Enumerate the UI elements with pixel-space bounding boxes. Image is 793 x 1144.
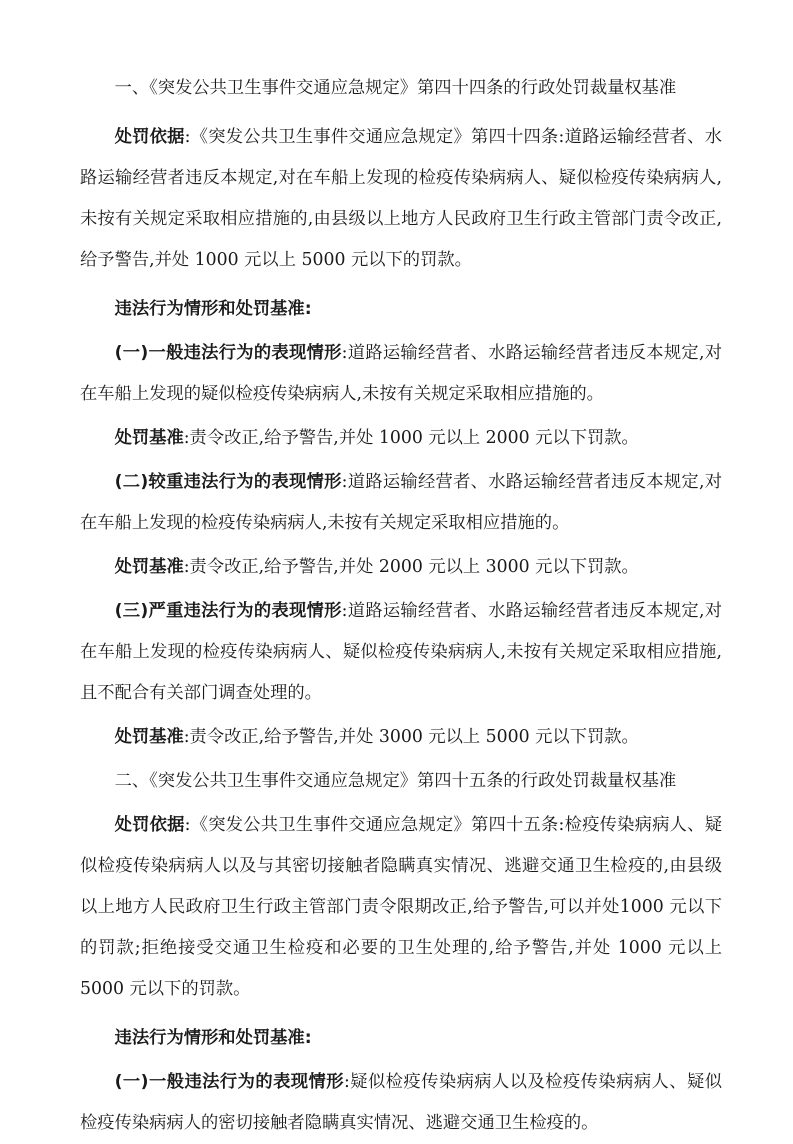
penalty-label: 处罚基准 <box>114 557 184 577</box>
section-1-basis <box>80 117 722 281</box>
general-text: :道路运输经营者、水路运输经营者违反本规定,对在车船上发现的疑似检疫传染病病人,未按有关规定采取相应措施的。 <box>80 343 722 404</box>
severe-text: :道路运输经营者、水路运输经营者违反本规定,对在车船上发现的检疫传染病病人、疑似检疫传染病病人,未按有关规定采取相应措施,且不配合有关部门调查处理的。 <box>80 601 722 703</box>
section-1-general <box>80 333 722 415</box>
penalty-text: :责令改正,给予警告,并处 3000 元以上 5000 元以下罚款。 <box>183 727 639 747</box>
penalty-text: :责令改正,给予警告,并处 1000 元以上 2000 元以下罚款。 <box>183 428 639 448</box>
section-2-situations-heading: 违法行为情形和处罚基准: <box>114 1028 312 1048</box>
basis-label: 处罚依据 <box>114 815 185 835</box>
section-1-situations-heading: 违法行为情形和处罚基准: <box>114 299 312 319</box>
basis-text: :《突发公共卫生事件交通应急规定》第四十四条:道路运输经营者、水路运输经营者违反本规定,对在车船上发现的检疫传染病病人、疑似检疫传染病病人,未按有关规定采取相应措施的,由县级以上地方人民政府卫生行政主管部门责令改正,给予警告,并处 1000 元以上 5000 元以下的罚款。 <box>80 127 722 270</box>
general-label: (一)一般违法行为的表现情形 <box>114 343 342 363</box>
general-label: (一)一般违法行为的表现情形 <box>114 1072 344 1092</box>
section-2-basis <box>80 805 722 1010</box>
section-1-serious <box>80 462 722 544</box>
penalty-label: 处罚基准 <box>114 428 184 448</box>
section-2-heading: 二、《突发公共卫生事件交通应急规定》第四十五条的行政处罚裁量权基准 <box>114 771 677 791</box>
penalty-label: 处罚基准 <box>114 727 184 747</box>
section-1-heading: 一、《突发公共卫生事件交通应急规定》第四十四条的行政处罚裁量权基准 <box>114 78 677 98</box>
section-1-severe-penalty <box>80 717 722 758</box>
section-2-general <box>80 1062 722 1144</box>
general-text: :疑似检疫传染病病人以及检疫传染病病人、疑似检疫传染病病人的密切接触者隐瞒真实情况、逃避交通卫生检疫的。 <box>80 1072 722 1133</box>
basis-text: :《突发公共卫生事件交通应急规定》第四十五条:检疫传染病病人、疑似检疫传染病病人以及与其密切接触者隐瞒真实情况、逃避交通卫生检疫的,由县级以上地方人民政府卫生行政主管部门责令限期改正,给予警告,可以并处1000 元以下的罚款;拒绝接受交通卫生检疫和必要的卫生处理的,给予警告,并处 1000 元以上 5000 元以下的罚款。 <box>80 815 722 999</box>
document-page <box>80 68 722 1144</box>
penalty-text: :责令改正,给予警告,并处 2000 元以上 3000 元以下罚款。 <box>183 557 639 577</box>
basis-label: 处罚依据 <box>114 127 185 147</box>
serious-text: :道路运输经营者、水路运输经营者违反本规定,对在车船上发现的检疫传染病病人,未按有关规定采取相应措施的。 <box>80 472 722 533</box>
section-1-serious-penalty <box>80 547 722 588</box>
section-1-general-penalty <box>80 418 722 459</box>
severe-label: (三)严重违法行为的表现情形 <box>114 601 342 621</box>
serious-label: (二)较重违法行为的表现情形 <box>114 472 342 492</box>
section-1-severe <box>80 591 722 714</box>
